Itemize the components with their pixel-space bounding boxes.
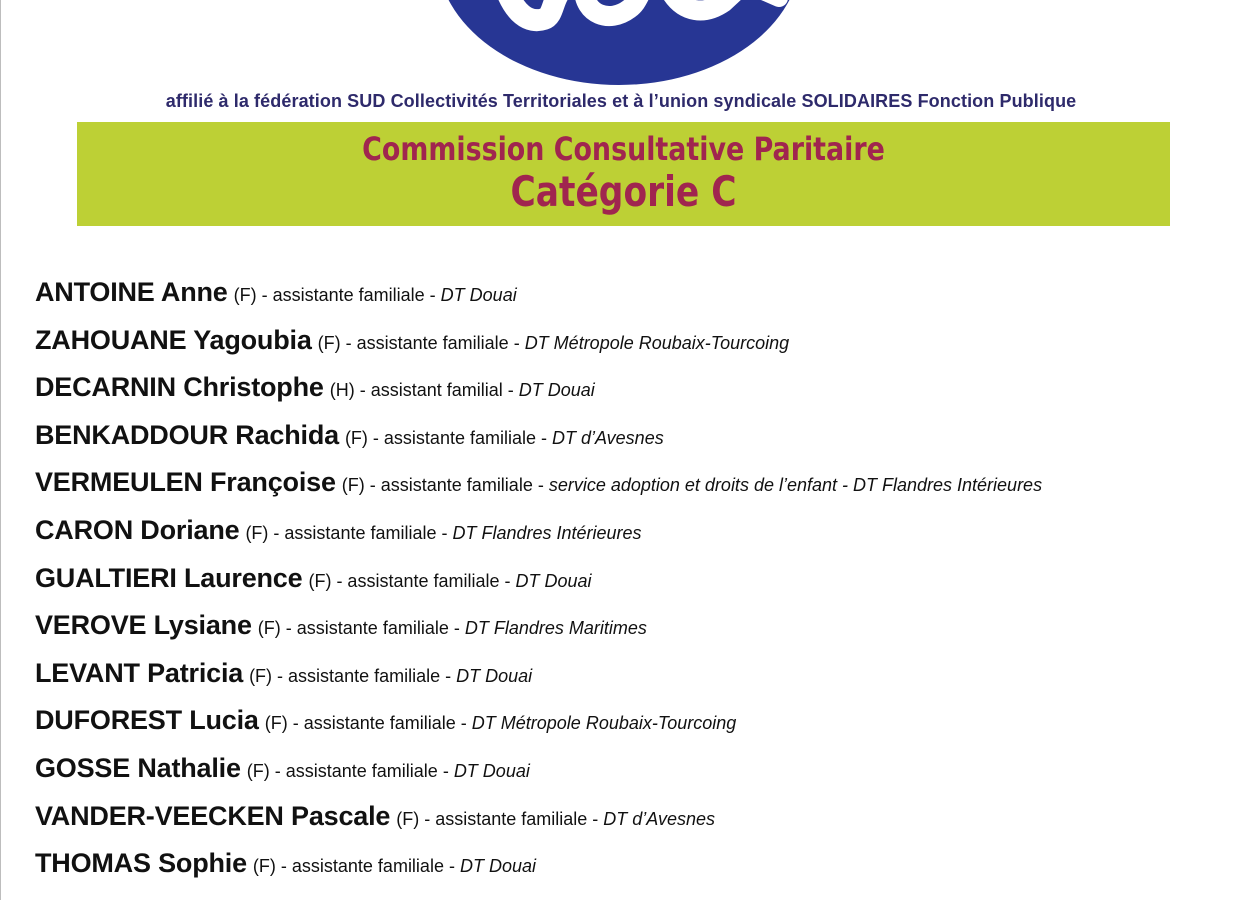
commission-banner — [77, 122, 1170, 226]
member-gender: (F) — [246, 760, 270, 781]
member-name: ANTOINE Anne — [35, 277, 228, 307]
member-gender: (F) — [257, 618, 281, 639]
list-item — [35, 796, 1042, 844]
member-unit: DT Douai — [515, 570, 592, 591]
member-name: DUFOREST Lucia — [35, 705, 259, 736]
member-gender: (F) — [317, 332, 341, 353]
banner-title: Commission Consultative Paritaire — [362, 130, 885, 168]
member-gender: (F) — [341, 475, 365, 496]
member-gender: (H) — [329, 380, 355, 401]
list-item — [35, 510, 1042, 558]
member-name: GUALTIERI Laurence — [35, 562, 303, 593]
member-unit: DT Douai — [440, 285, 517, 305]
member-gender: (F) — [396, 808, 420, 829]
member-unit: DT d’Avesnes — [603, 808, 715, 829]
member-unit: DT Douai — [518, 380, 595, 401]
union-logo-icon — [434, 0, 804, 86]
member-name: VEROVE Lysiane — [35, 610, 252, 641]
member-name: BENKADDOUR Rachida — [35, 419, 339, 450]
list-item — [35, 653, 1042, 701]
member-role: - assistante familiale - — [268, 522, 453, 543]
member-list — [35, 272, 1042, 891]
member-unit: DT Douai — [459, 856, 536, 877]
list-item — [35, 558, 1042, 606]
list-item — [35, 367, 1042, 415]
member-unit: DT Flandres Maritimes — [464, 618, 647, 639]
list-item — [35, 272, 1042, 320]
member-gender: (F) — [249, 665, 273, 686]
member-gender: (F) — [264, 713, 288, 734]
member-name: VERMEULEN Françoise — [35, 467, 336, 498]
member-role: - assistante familiale - — [287, 713, 472, 734]
member-role: - assistante familiale - — [269, 760, 454, 781]
member-role: - assistante familiale - — [364, 475, 549, 496]
member-role: - assistante familiale - — [275, 856, 460, 877]
list-item — [35, 415, 1042, 463]
banner-subtitle: Catégorie C — [510, 167, 737, 216]
member-name: THOMAS Sophie — [35, 848, 247, 879]
member-name: DECARNIN Christophe — [35, 372, 324, 403]
member-name: GOSSE Nathalie — [35, 752, 241, 783]
member-role: - assistante familiale - — [331, 570, 516, 591]
member-role: - assistante familiale - — [419, 808, 604, 829]
member-gender: (F) — [245, 522, 269, 543]
list-item — [35, 700, 1042, 748]
member-unit: DT Douai — [456, 665, 533, 686]
member-role: - assistante familiale - — [280, 618, 465, 639]
list-item — [35, 605, 1042, 653]
member-role: - assistante familiale - — [256, 285, 441, 305]
member-name: LEVANT Patricia — [35, 657, 244, 688]
member-unit: DT d’Avesnes — [551, 427, 664, 448]
member-role: - assistante familiale - — [367, 427, 552, 448]
member-role: - assistante familiale - — [272, 665, 457, 686]
list-item — [35, 320, 1042, 368]
member-unit: service adoption et droits de l’enfant - DT Flandres Intérieures — [548, 475, 1043, 496]
member-role: - assistant familial - — [354, 380, 519, 401]
member-unit: DT Douai — [453, 760, 530, 781]
list-item — [35, 462, 1042, 510]
list-item — [35, 748, 1042, 796]
list-item — [35, 843, 1042, 891]
member-gender: (F) — [252, 856, 276, 877]
member-name: VANDER-VEECKEN Pascale — [35, 800, 391, 831]
affiliation-text: affilié à la fédération SUD Collectivités Territoriales et à l’union syndicale SOLIDAIRES Fonction Publique — [165, 91, 1077, 111]
member-gender: (F) — [308, 570, 332, 591]
member-unit: DT Métropole Roubaix-Tourcoing — [524, 332, 790, 353]
member-role: - assistante familiale - — [340, 332, 525, 353]
member-unit: DT Flandres Intérieures — [452, 522, 642, 543]
member-name: ZAHOUANE Yagoubia — [35, 324, 312, 355]
member-gender: (F) — [233, 285, 257, 305]
member-name: CARON Doriane — [35, 514, 240, 545]
member-unit: DT Métropole Roubaix-Tourcoing — [471, 713, 737, 734]
member-gender: (F) — [344, 427, 368, 448]
